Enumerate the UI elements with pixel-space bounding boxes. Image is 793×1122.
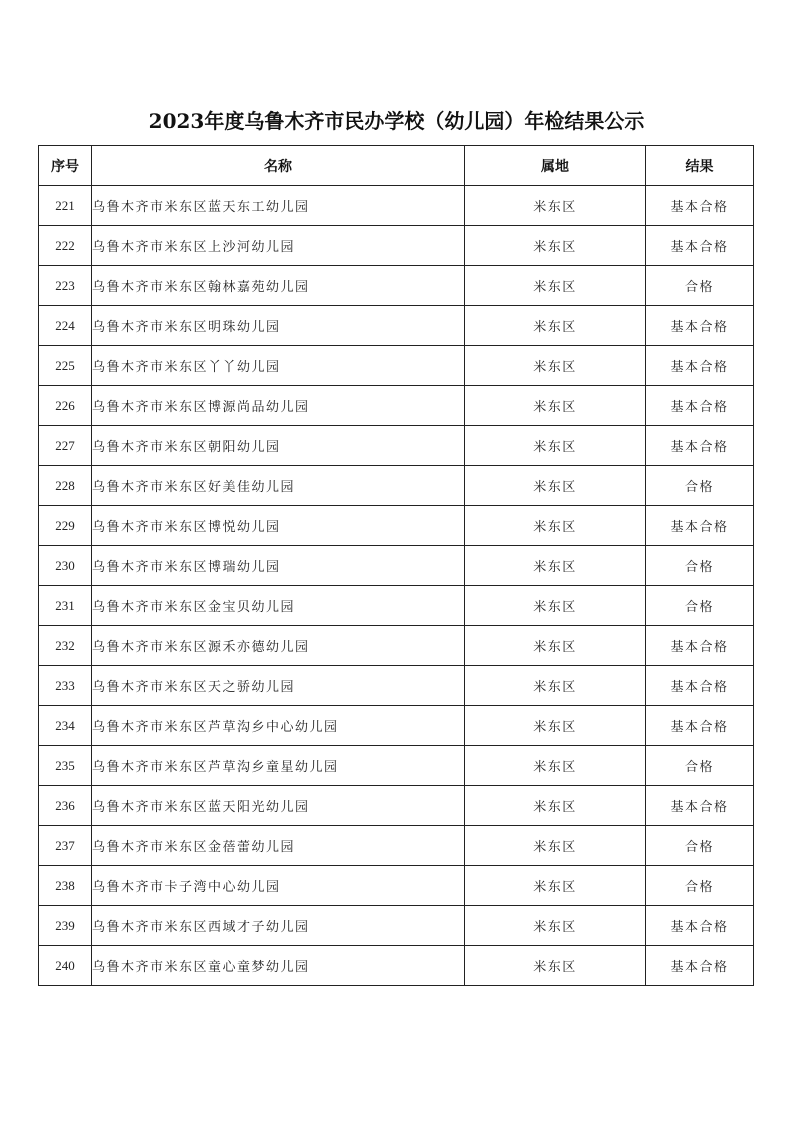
cell-area: 米东区 (465, 266, 646, 306)
cell-area: 米东区 (465, 946, 646, 986)
cell-result: 基本合格 (646, 706, 754, 746)
header-area: 属地 (465, 146, 646, 186)
cell-result: 基本合格 (646, 626, 754, 666)
cell-name: 乌鲁木齐市米东区翰林嘉苑幼儿园 (92, 266, 465, 306)
cell-number: 235 (39, 746, 92, 786)
cell-number: 233 (39, 666, 92, 706)
cell-area: 米东区 (465, 746, 646, 786)
cell-number: 234 (39, 706, 92, 746)
table-row (39, 666, 754, 706)
table-row (39, 586, 754, 626)
table-row (39, 706, 754, 746)
cell-number: 223 (39, 266, 92, 306)
cell-area: 米东区 (465, 586, 646, 626)
cell-area: 米东区 (465, 626, 646, 666)
cell-name: 乌鲁木齐市米东区蓝天阳光幼儿园 (92, 786, 465, 826)
cell-result: 基本合格 (646, 506, 754, 546)
page-title: 2023年度乌鲁木齐市民办学校（幼儿园）年检结果公示 (148, 109, 645, 133)
header-result: 结果 (646, 146, 754, 186)
cell-result: 基本合格 (646, 186, 754, 226)
cell-area: 米东区 (465, 426, 646, 466)
table-row (39, 746, 754, 786)
cell-number: 224 (39, 306, 92, 346)
cell-result: 基本合格 (646, 786, 754, 826)
cell-number: 221 (39, 186, 92, 226)
cell-area: 米东区 (465, 706, 646, 746)
table-row (39, 386, 754, 426)
table-row (39, 306, 754, 346)
cell-number: 238 (39, 866, 92, 906)
table-row (39, 786, 754, 826)
cell-result: 基本合格 (646, 906, 754, 946)
cell-name: 乌鲁木齐市米东区源禾亦德幼儿园 (92, 626, 465, 666)
cell-area: 米东区 (465, 866, 646, 906)
cell-result: 合格 (646, 546, 754, 586)
cell-number: 236 (39, 786, 92, 826)
cell-area: 米东区 (465, 786, 646, 826)
cell-result: 合格 (646, 866, 754, 906)
table-header (39, 146, 754, 186)
cell-result: 合格 (646, 466, 754, 506)
cell-result: 合格 (646, 266, 754, 306)
cell-result: 基本合格 (646, 306, 754, 346)
cell-name: 乌鲁木齐市米东区明珠幼儿园 (92, 306, 465, 346)
table-row (39, 906, 754, 946)
cell-result: 基本合格 (646, 426, 754, 466)
cell-area: 米东区 (465, 306, 646, 346)
cell-area: 米东区 (465, 226, 646, 266)
cell-name: 乌鲁木齐市米东区芦草沟乡童星幼儿园 (92, 746, 465, 786)
cell-number: 240 (39, 946, 92, 986)
cell-number: 225 (39, 346, 92, 386)
cell-area: 米东区 (465, 186, 646, 226)
cell-number: 230 (39, 546, 92, 586)
cell-name: 乌鲁木齐市米东区天之骄幼儿园 (92, 666, 465, 706)
table-row (39, 946, 754, 986)
cell-name: 乌鲁木齐市米东区蓝天东工幼儿园 (92, 186, 465, 226)
cell-area: 米东区 (465, 506, 646, 546)
cell-result: 合格 (646, 586, 754, 626)
cell-name: 乌鲁木齐市米东区朝阳幼儿园 (92, 426, 465, 466)
cell-result: 基本合格 (646, 666, 754, 706)
table-row (39, 466, 754, 506)
cell-result: 合格 (646, 826, 754, 866)
cell-name: 乌鲁木齐市米东区金蓓蕾幼儿园 (92, 826, 465, 866)
cell-area: 米东区 (465, 386, 646, 426)
cell-number: 239 (39, 906, 92, 946)
cell-number: 226 (39, 386, 92, 426)
cell-area: 米东区 (465, 666, 646, 706)
cell-name: 乌鲁木齐市米东区丫丫幼儿园 (92, 346, 465, 386)
results-table (38, 145, 754, 986)
cell-name: 乌鲁木齐市米东区金宝贝幼儿园 (92, 586, 465, 626)
cell-name: 乌鲁木齐市米东区童心童梦幼儿园 (92, 946, 465, 986)
cell-name: 乌鲁木齐市米东区博瑞幼儿园 (92, 546, 465, 586)
table-row (39, 506, 754, 546)
cell-number: 232 (39, 626, 92, 666)
cell-area: 米东区 (465, 546, 646, 586)
cell-area: 米东区 (465, 906, 646, 946)
table-row (39, 426, 754, 466)
cell-number: 237 (39, 826, 92, 866)
cell-area: 米东区 (465, 826, 646, 866)
header-name: 名称 (92, 146, 465, 186)
table-row (39, 346, 754, 386)
cell-number: 229 (39, 506, 92, 546)
table-row (39, 826, 754, 866)
header-number: 序号 (39, 146, 92, 186)
cell-result: 基本合格 (646, 346, 754, 386)
table-row (39, 226, 754, 266)
cell-result: 合格 (646, 746, 754, 786)
cell-name: 乌鲁木齐市卡子湾中心幼儿园 (92, 866, 465, 906)
cell-name: 乌鲁木齐市米东区博源尚品幼儿园 (92, 386, 465, 426)
cell-result: 基本合格 (646, 386, 754, 426)
header-row (39, 146, 754, 186)
cell-number: 222 (39, 226, 92, 266)
cell-name: 乌鲁木齐市米东区好美佳幼儿园 (92, 466, 465, 506)
cell-area: 米东区 (465, 466, 646, 506)
cell-number: 227 (39, 426, 92, 466)
table-body (39, 186, 754, 986)
cell-number: 228 (39, 466, 92, 506)
cell-area: 米东区 (465, 346, 646, 386)
table-row (39, 626, 754, 666)
table-row (39, 186, 754, 226)
table-row (39, 866, 754, 906)
cell-number: 231 (39, 586, 92, 626)
table-row (39, 266, 754, 306)
table-row (39, 546, 754, 586)
cell-name: 乌鲁木齐市米东区上沙河幼儿园 (92, 226, 465, 266)
cell-result: 基本合格 (646, 226, 754, 266)
cell-name: 乌鲁木齐市米东区博悦幼儿园 (92, 506, 465, 546)
cell-name: 乌鲁木齐市米东区芦草沟乡中心幼儿园 (92, 706, 465, 746)
cell-name: 乌鲁木齐市米东区西域才子幼儿园 (92, 906, 465, 946)
cell-result: 基本合格 (646, 946, 754, 986)
